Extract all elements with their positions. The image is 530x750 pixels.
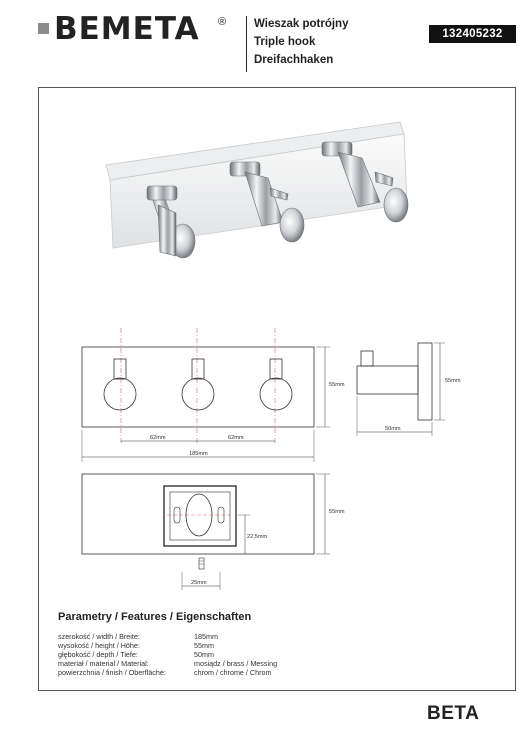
side-view-drawing xyxy=(357,343,445,436)
param-label: wysokość / height / Höhe: xyxy=(58,641,140,650)
dim-side-depth: 50mm xyxy=(385,426,401,432)
side-view-labels xyxy=(385,378,461,432)
product-photo xyxy=(106,122,408,258)
param-value: mosiądz / brass / Messing xyxy=(194,659,278,668)
dim-spacing-right: 62mm xyxy=(228,435,244,441)
back-view-drawing xyxy=(82,474,330,590)
param-label: powierzchnia / finish / Oberfläche: xyxy=(58,668,166,677)
param-label: materiał / material / Material: xyxy=(58,659,149,668)
dim-width: 185mm xyxy=(189,451,208,457)
param-value: 185mm xyxy=(194,632,218,641)
back-bracket-outer xyxy=(164,486,236,546)
front-hook-2 xyxy=(182,378,214,410)
front-view-labels xyxy=(150,382,345,457)
front-view-drawing xyxy=(82,328,330,462)
param-row xyxy=(58,632,498,641)
parameters-section xyxy=(58,611,498,677)
side-plate xyxy=(418,343,432,420)
front-hook-3 xyxy=(260,378,292,410)
param-value: 55mm xyxy=(194,641,214,650)
brand-logo: BEMETA xyxy=(54,11,200,47)
dim-spacing-left: 62mm xyxy=(150,435,166,441)
title-german: Dreifachhaken xyxy=(254,54,334,66)
param-value: 50mm xyxy=(194,650,214,659)
front-hook-1 xyxy=(104,378,136,410)
registered-mark: ® xyxy=(218,16,227,28)
side-arm xyxy=(357,366,418,394)
title-polish: Wieszak potrójny xyxy=(254,18,349,30)
param-label: głębokość / depth / Tiefe: xyxy=(58,650,138,659)
back-bracket-inner xyxy=(170,492,230,540)
dim-back-height: 55mm xyxy=(329,509,345,515)
back-view-labels xyxy=(191,509,345,586)
param-value: chrom / chrome / Chrom xyxy=(194,668,272,677)
series-name: BETA xyxy=(427,703,480,724)
parameters-title: Parametry / Features / Eigenschaften xyxy=(58,611,252,623)
title-english: Triple hook xyxy=(254,36,316,48)
screw-detail xyxy=(199,558,204,569)
param-row xyxy=(58,668,498,677)
param-label: szerokość / width / Breite: xyxy=(58,632,140,641)
dim-side-height: 55mm xyxy=(445,378,461,384)
param-row xyxy=(58,641,498,650)
side-knob xyxy=(361,351,373,366)
param-row xyxy=(58,650,498,659)
product-code-badge: 132405232 xyxy=(429,25,516,43)
dim-front-height: 55mm xyxy=(329,382,345,388)
param-row xyxy=(58,659,498,668)
dim-hole-height: 22,5mm xyxy=(247,534,268,540)
dim-hole-width: 25mm xyxy=(191,580,207,586)
